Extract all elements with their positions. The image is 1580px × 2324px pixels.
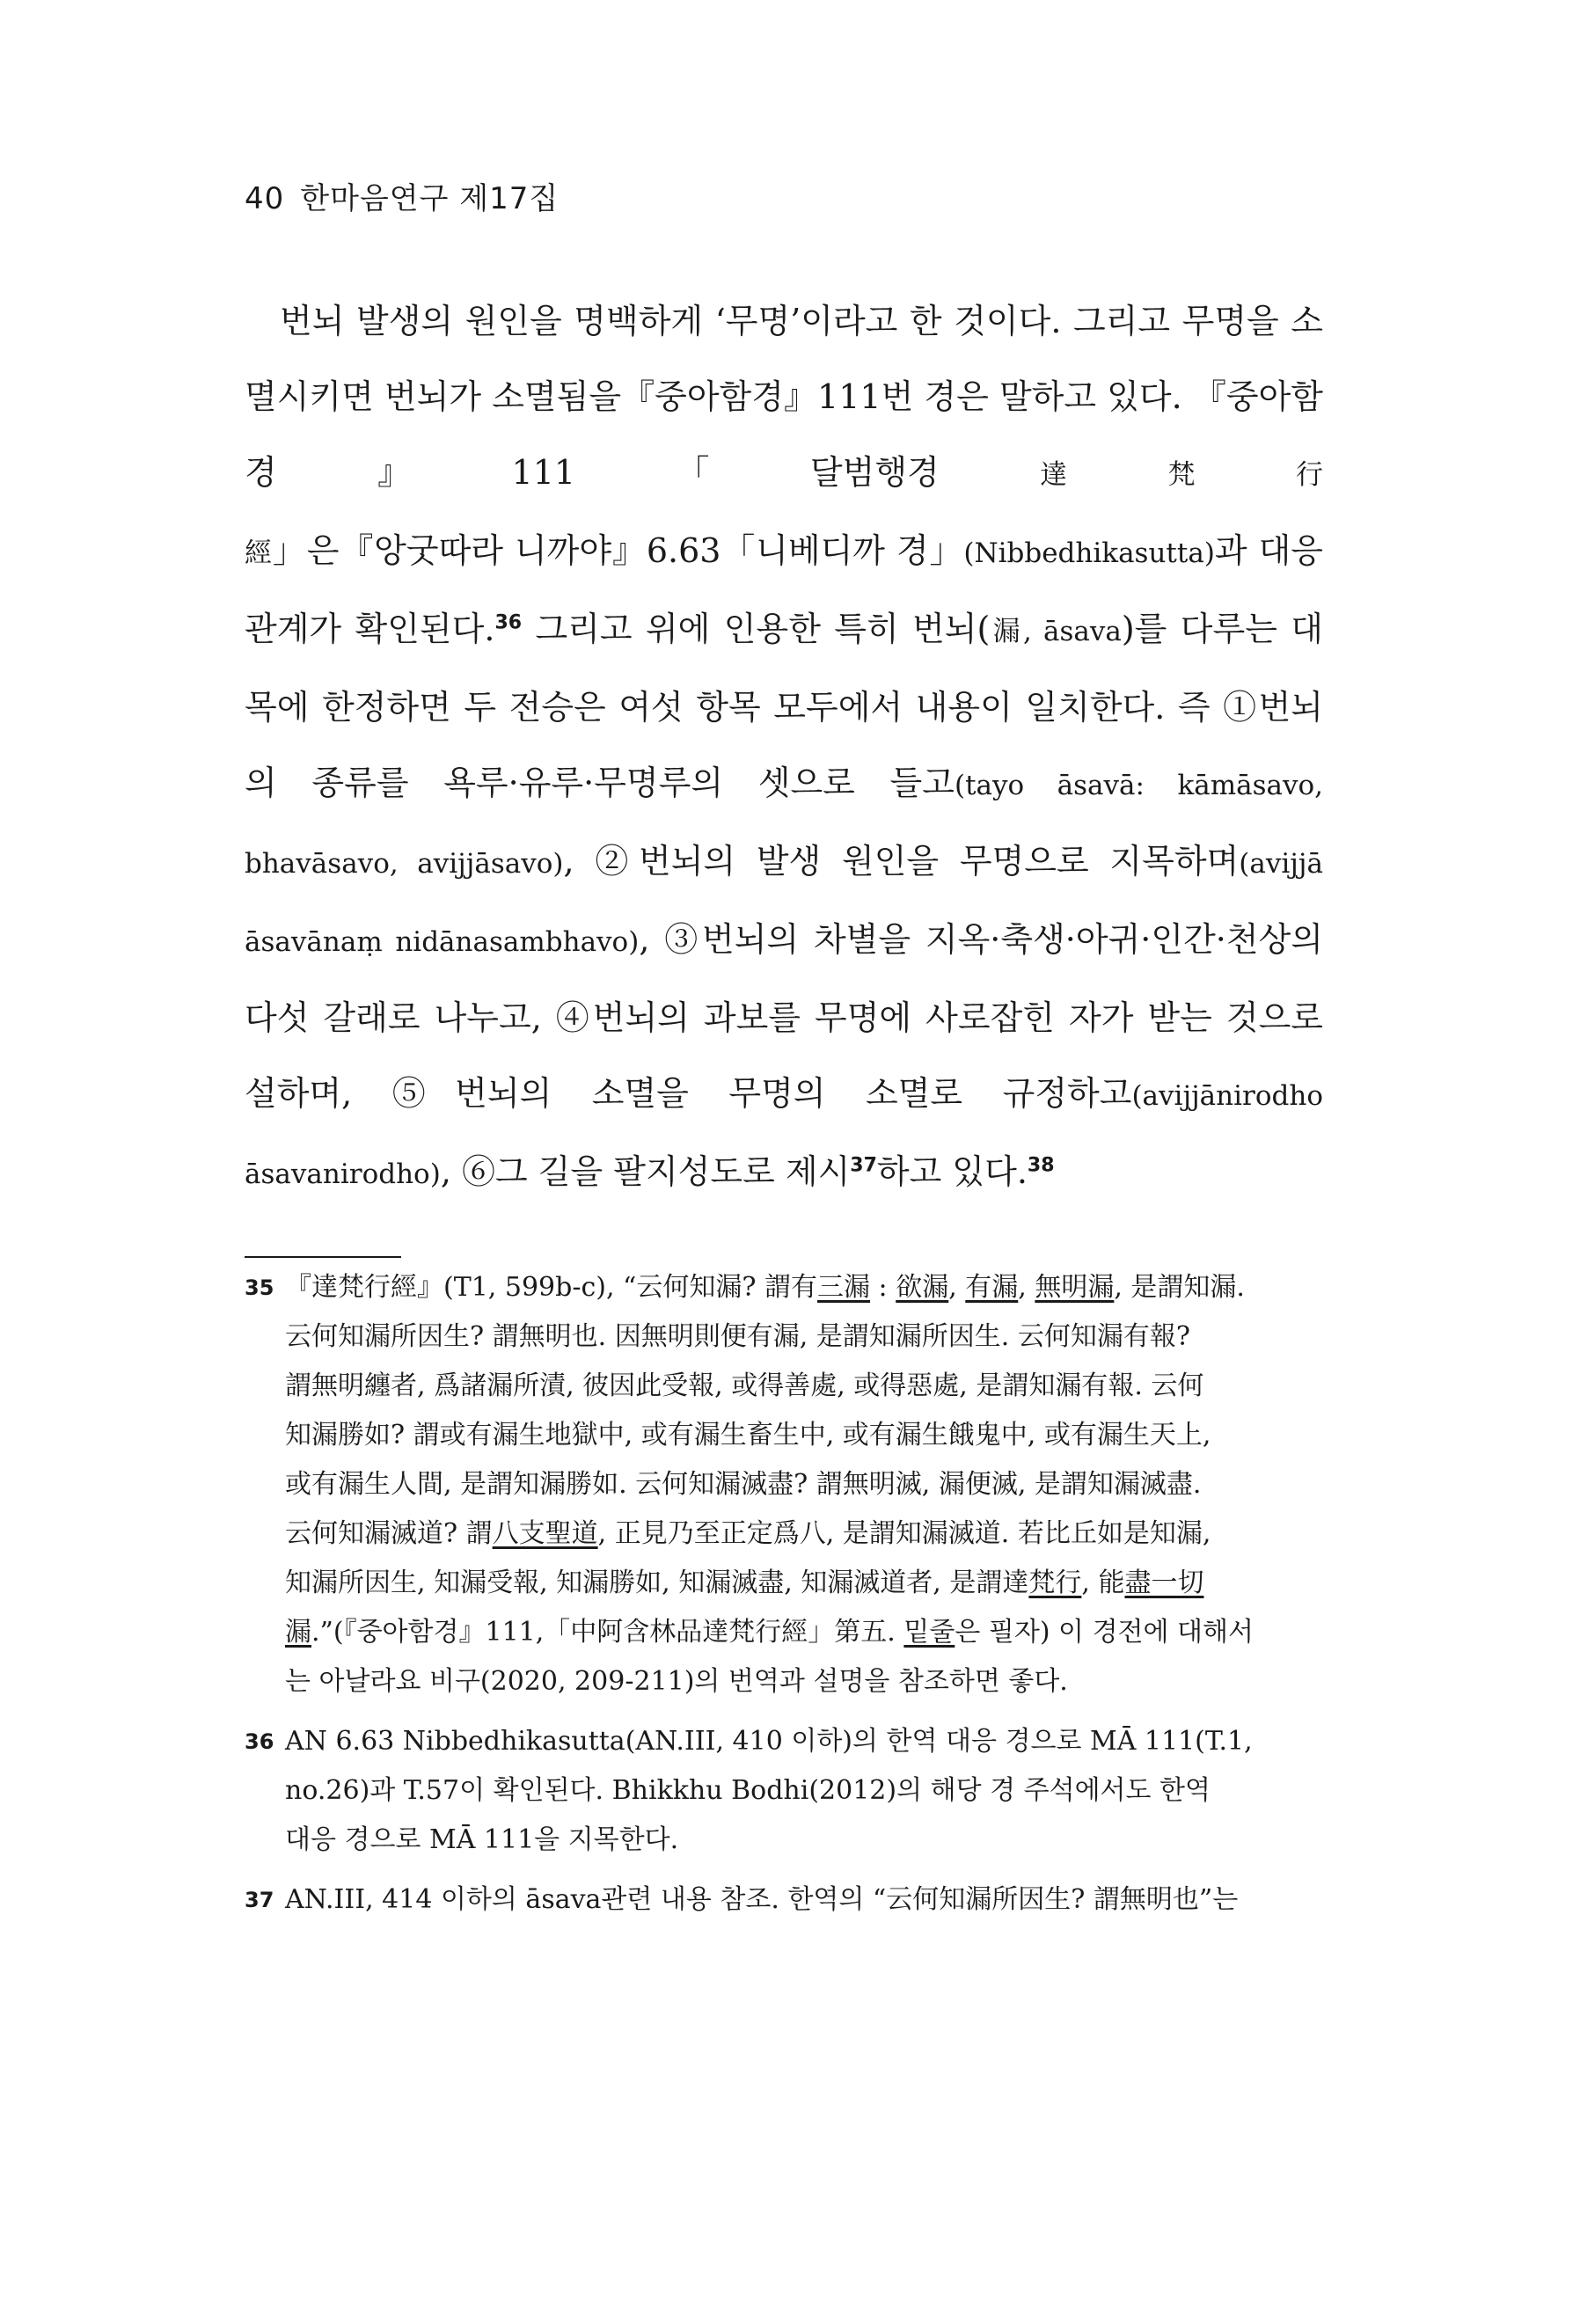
body-text-cjk: 達梵行經: [245, 459, 1324, 569]
body-text-pali: (avijjā āsavānaṃ nidānasambhavo): [245, 848, 1323, 958]
text: , 能: [1081, 1568, 1125, 1598]
footnote-35: [245, 1263, 1323, 1706]
footnote-ref-36[interactable]: 36: [494, 611, 523, 634]
underlined-text: 欲漏: [896, 1272, 949, 1303]
text: ,: [948, 1272, 966, 1303]
footnote-ref-37[interactable]: 37: [850, 1154, 877, 1177]
text: 知漏所因生, 知漏受報, 知漏勝如, 知漏滅盡, 知漏滅道者, 是謂達: [285, 1568, 1029, 1598]
text: ,: [1018, 1272, 1035, 1303]
body-text: 」은『앙굿따라 니까야』6.63「니베디까 경」: [272, 531, 964, 570]
body-text-pali: (tayo āsavā: kāmāsavo, bhavāsavo, avijjāsavo): [245, 770, 1324, 880]
footnote-line: 대응 경으로 MĀ 111을 지목한다.: [285, 1824, 679, 1855]
text: , 是謂知漏.: [1114, 1272, 1245, 1303]
footnote-36: [245, 1717, 1323, 1865]
footnotes: [245, 1263, 1323, 1935]
footnote-line: no.26)과 T.57이 확인된다. Bhikkhu Bodhi(2012)의 해당 경 주석에서도 한역: [285, 1775, 1211, 1806]
footnote-line: [285, 1263, 1323, 1312]
body-paragraph: [245, 283, 1323, 1212]
body-text-roman: (Nibbedhikasutta): [963, 537, 1215, 569]
footnote-line: [285, 1509, 1323, 1559]
footnote-line: 或有漏生人間, 是謂知漏勝如. 云何知漏滅盡? 謂無明滅, 漏便滅, 是謂知漏滅盡.: [285, 1469, 1202, 1500]
footnote-line: AN 6.63 Nibbedhikasutta(AN.III, 410 이하)의 한역 대응 경으로 MĀ 111(T.1,: [285, 1726, 1253, 1757]
underlined-text: 梵行: [1028, 1568, 1082, 1598]
footnote-line: 知漏勝如? 謂或有漏生地獄中, 或有漏生畜生中, 或有漏生餓鬼中, 或有漏生天上,: [285, 1420, 1211, 1451]
body-text: )를 다루는 대목에 한정하면 두 전승은 여섯 항목 모두에서 내용이 일치한다. 즉 ①번뇌의 종류를 욕루·유루·무명루의 셋으로 들고: [245, 610, 1324, 802]
text: :: [870, 1272, 896, 1303]
body-text-cjk: 漏, āsava: [990, 616, 1122, 647]
page-number: 40: [245, 181, 285, 216]
footnote-separator: [245, 1256, 401, 1258]
footnote-line: [285, 1608, 1323, 1657]
body-text: , ③번뇌의 차별을 지옥·축생·아귀·인간·천상의 다섯 갈래로 나누고, ④번뇌의 과보를 무명에 사로잡힌 자가 받는 것으로 설하며, ⑤번뇌의 소멸을 무명의 소멸로 규정하고: [245, 920, 1323, 1113]
footnote-line: 는 아날라요 비구(2020, 209-211)의 번역과 설명을 참조하면 좋다.: [285, 1666, 1068, 1697]
body-text: 번뇌 발생의 원인을 명백하게 ‘무명’이라고 한 것이다. 그리고 무명을 소멸시키면 번뇌가 소멸됨을『중아함경』111번 경은 말하고 있다. 『중아함경』111「달범행경: [245, 302, 1323, 492]
body-text: , ⑥그 길을 팔지성도로 제시: [440, 1152, 851, 1191]
footnote-number: 37: [245, 1888, 274, 1912]
underlined-text: 八支聖道: [492, 1518, 598, 1549]
text: .”(『중아함경』111,「中阿含林品達梵行經」第五.: [311, 1617, 904, 1648]
text: 『達梵行經』(T1, 599b-c), “云何知漏? 謂有: [285, 1272, 818, 1303]
underlined-text: 밑줄: [903, 1617, 955, 1648]
footnote-line: [285, 1559, 1323, 1608]
text: 云何知漏滅道? 謂: [285, 1518, 493, 1549]
footnote-number: 35: [245, 1275, 274, 1300]
footnote-number: 36: [245, 1729, 274, 1754]
underlined-text: 三漏: [817, 1272, 871, 1303]
underlined-text: 有漏: [965, 1272, 1019, 1303]
body-text: , ②번뇌의 발생 원인을 무명으로 지목하며: [563, 842, 1240, 881]
running-header: [245, 174, 559, 217]
text: 은 필자) 이 경전에 대해서: [955, 1617, 1254, 1648]
underlined-text: 盡一切: [1124, 1568, 1204, 1598]
body-text-pali: (avijjānirodho āsavanirodho): [245, 1080, 1323, 1190]
footnote-line: AN.III, 414 이하의 āsava관련 내용 참조. 한역의 “云何知漏所因生? 謂無明也”는: [285, 1884, 1239, 1915]
text: , 正見乃至正定爲八, 是謂知漏滅道. 若比丘如是知漏,: [597, 1518, 1211, 1549]
journal-title: 한마음연구 제17집: [300, 181, 560, 216]
body-text: 과 대응 관계가 확인된다.: [245, 531, 1323, 648]
footnote-line: 謂無明纏者, 爲諸漏所漬, 彼因此受報, 或得善處, 或得惡處, 是謂知漏有報. 云何: [285, 1370, 1204, 1401]
body-text: 하고 있다.: [876, 1152, 1028, 1191]
footnote-line: 云何知漏所因生? 謂無明也. 因無明則便有漏, 是謂知漏所因生. 云何知漏有報?: [285, 1321, 1190, 1352]
underlined-text: 無明漏: [1035, 1272, 1115, 1303]
footnote-ref-38[interactable]: 38: [1027, 1154, 1055, 1177]
body-text: 그리고 위에 인용한 특히 번뇌(: [522, 610, 991, 648]
underlined-text: 漏: [285, 1617, 311, 1648]
footnote-37: [245, 1875, 1323, 1925]
